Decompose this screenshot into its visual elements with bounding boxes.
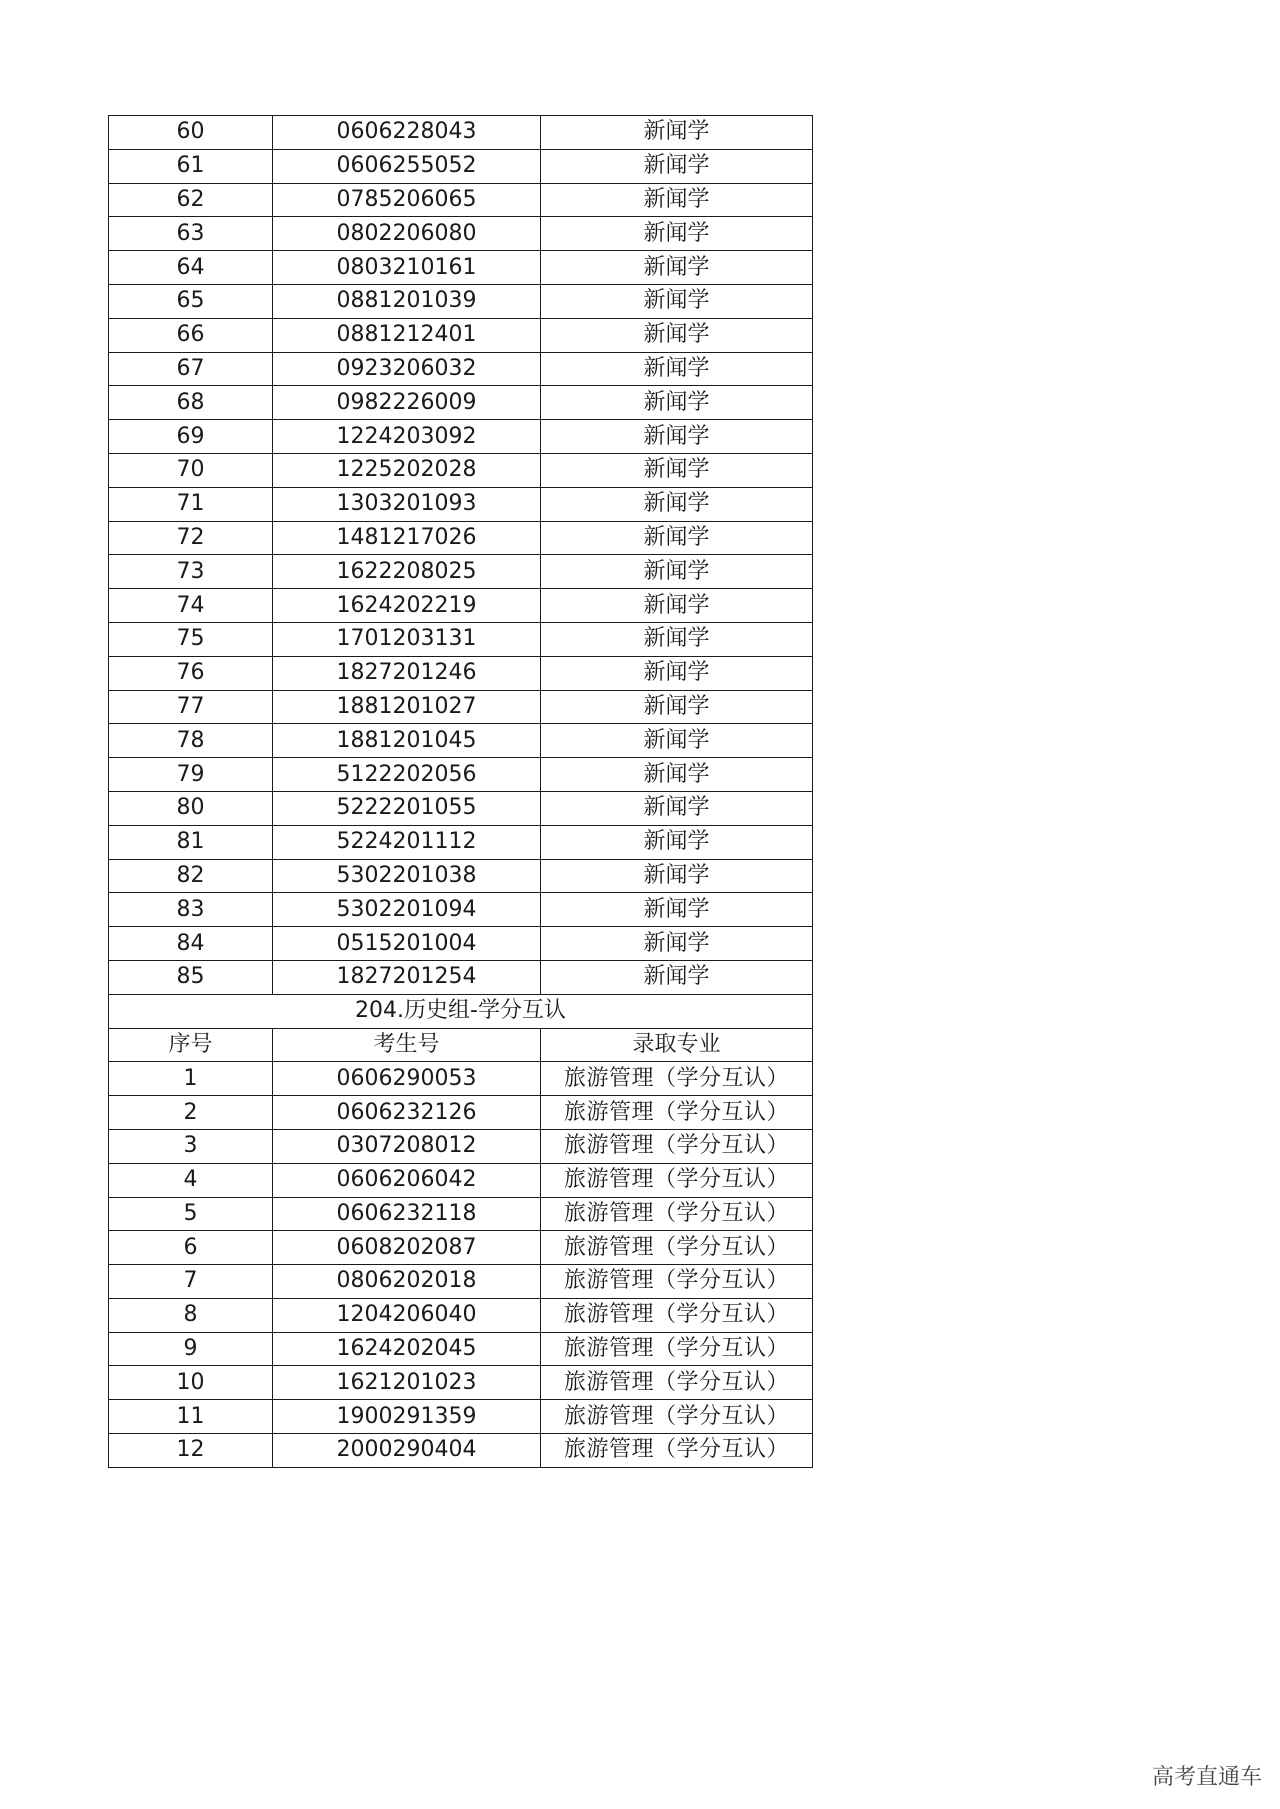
header-major: 录取专业 <box>541 1028 813 1062</box>
cell-candidate-id: 1881201045 <box>273 724 541 758</box>
cell-no: 71 <box>109 487 273 521</box>
cell-candidate-id: 1624202219 <box>273 589 541 623</box>
cell-candidate-id: 0881201039 <box>273 284 541 318</box>
cell-candidate-id: 0515201004 <box>273 927 541 961</box>
cell-major: 新闻学 <box>541 386 813 420</box>
cell-major: 新闻学 <box>541 555 813 589</box>
cell-candidate-id: 5302201094 <box>273 893 541 927</box>
cell-no: 60 <box>109 116 273 150</box>
cell-major: 新闻学 <box>541 251 813 285</box>
table-row <box>109 217 813 251</box>
cell-candidate-id: 1481217026 <box>273 521 541 555</box>
cell-major: 新闻学 <box>541 927 813 961</box>
cell-candidate-id: 0606228043 <box>273 116 541 150</box>
cell-no: 83 <box>109 893 273 927</box>
table-row <box>109 724 813 758</box>
table-row <box>109 859 813 893</box>
cell-candidate-id: 1624202045 <box>273 1332 541 1366</box>
cell-no: 68 <box>109 386 273 420</box>
cell-major: 新闻学 <box>541 859 813 893</box>
cell-major: 新闻学 <box>541 521 813 555</box>
table-row <box>109 149 813 183</box>
cell-major: 新闻学 <box>541 656 813 690</box>
cell-major: 新闻学 <box>541 453 813 487</box>
cell-no: 11 <box>109 1400 273 1434</box>
table-row <box>109 1096 813 1130</box>
cell-no: 8 <box>109 1298 273 1332</box>
table-row <box>109 656 813 690</box>
cell-no: 79 <box>109 758 273 792</box>
cell-candidate-id: 0608202087 <box>273 1231 541 1265</box>
cell-major: 新闻学 <box>541 724 813 758</box>
table-row <box>109 1366 813 1400</box>
admission-table <box>108 115 813 1468</box>
table-row <box>109 1265 813 1299</box>
cell-no: 1 <box>109 1062 273 1096</box>
cell-major: 新闻学 <box>541 758 813 792</box>
cell-no: 61 <box>109 149 273 183</box>
cell-no: 62 <box>109 183 273 217</box>
cell-candidate-id: 0923206032 <box>273 352 541 386</box>
header-no: 序号 <box>109 1028 273 1062</box>
table-row <box>109 1434 813 1468</box>
cell-major: 旅游管理（学分互认） <box>541 1231 813 1265</box>
cell-candidate-id: 1225202028 <box>273 453 541 487</box>
table-row <box>109 791 813 825</box>
table-row <box>109 487 813 521</box>
header-id: 考生号 <box>273 1028 541 1062</box>
cell-major: 旅游管理（学分互认） <box>541 1400 813 1434</box>
cell-no: 84 <box>109 927 273 961</box>
cell-no: 81 <box>109 825 273 859</box>
cell-major: 旅游管理（学分互认） <box>541 1197 813 1231</box>
table-row <box>109 622 813 656</box>
cell-major: 旅游管理（学分互认） <box>541 1332 813 1366</box>
cell-no: 72 <box>109 521 273 555</box>
table-row <box>109 1400 813 1434</box>
cell-major: 旅游管理（学分互认） <box>541 1096 813 1130</box>
table-row <box>109 1062 813 1096</box>
cell-major: 新闻学 <box>541 487 813 521</box>
cell-major: 旅游管理（学分互认） <box>541 1366 813 1400</box>
cell-candidate-id: 1303201093 <box>273 487 541 521</box>
cell-candidate-id: 1900291359 <box>273 1400 541 1434</box>
cell-major: 新闻学 <box>541 893 813 927</box>
cell-major: 新闻学 <box>541 116 813 150</box>
cell-candidate-id: 0606255052 <box>273 149 541 183</box>
cell-no: 82 <box>109 859 273 893</box>
table-row <box>109 116 813 150</box>
cell-major: 新闻学 <box>541 183 813 217</box>
table-row <box>109 825 813 859</box>
cell-candidate-id: 1204206040 <box>273 1298 541 1332</box>
table-row <box>109 453 813 487</box>
table-row <box>109 183 813 217</box>
watermark-text: 高考直通车 <box>1151 1765 1262 1790</box>
cell-no: 70 <box>109 453 273 487</box>
table-row <box>109 1298 813 1332</box>
cell-candidate-id: 5122202056 <box>273 758 541 792</box>
table-row <box>109 1197 813 1231</box>
cell-no: 69 <box>109 420 273 454</box>
table-row <box>109 420 813 454</box>
cell-major: 新闻学 <box>541 791 813 825</box>
cell-no: 78 <box>109 724 273 758</box>
cell-no: 10 <box>109 1366 273 1400</box>
cell-major: 旅游管理（学分互认） <box>541 1434 813 1468</box>
cell-major: 新闻学 <box>541 589 813 623</box>
cell-major: 旅游管理（学分互认） <box>541 1129 813 1163</box>
table-row <box>109 1231 813 1265</box>
cell-candidate-id: 1224203092 <box>273 420 541 454</box>
cell-major: 新闻学 <box>541 318 813 352</box>
cell-candidate-id: 5224201112 <box>273 825 541 859</box>
cell-candidate-id: 1621201023 <box>273 1366 541 1400</box>
cell-candidate-id: 0785206065 <box>273 183 541 217</box>
table-row <box>109 960 813 994</box>
cell-major: 新闻学 <box>541 284 813 318</box>
cell-no: 80 <box>109 791 273 825</box>
section-title-row <box>109 994 813 1028</box>
section-title: 204.历史组-学分互认 <box>109 994 813 1028</box>
cell-candidate-id: 0307208012 <box>273 1129 541 1163</box>
cell-major: 新闻学 <box>541 825 813 859</box>
table-row <box>109 318 813 352</box>
cell-major: 新闻学 <box>541 420 813 454</box>
cell-no: 74 <box>109 589 273 623</box>
table-row <box>109 893 813 927</box>
cell-candidate-id: 0606290053 <box>273 1062 541 1096</box>
table-row <box>109 1129 813 1163</box>
cell-no: 75 <box>109 622 273 656</box>
cell-no: 64 <box>109 251 273 285</box>
cell-candidate-id: 0806202018 <box>273 1265 541 1299</box>
cell-no: 76 <box>109 656 273 690</box>
table-row <box>109 352 813 386</box>
table-row <box>109 521 813 555</box>
table-row <box>109 1332 813 1366</box>
table-row <box>109 555 813 589</box>
cell-candidate-id: 1622208025 <box>273 555 541 589</box>
cell-major: 新闻学 <box>541 217 813 251</box>
cell-no: 2 <box>109 1096 273 1130</box>
cell-candidate-id: 1881201027 <box>273 690 541 724</box>
section-header-row <box>109 1028 813 1062</box>
cell-major: 新闻学 <box>541 149 813 183</box>
cell-major: 新闻学 <box>541 622 813 656</box>
table-row <box>109 1163 813 1197</box>
cell-candidate-id: 2000290404 <box>273 1434 541 1468</box>
cell-no: 9 <box>109 1332 273 1366</box>
cell-no: 5 <box>109 1197 273 1231</box>
cell-candidate-id: 5222201055 <box>273 791 541 825</box>
cell-candidate-id: 0802206080 <box>273 217 541 251</box>
cell-candidate-id: 0881212401 <box>273 318 541 352</box>
cell-no: 3 <box>109 1129 273 1163</box>
table-row <box>109 284 813 318</box>
cell-major: 旅游管理（学分互认） <box>541 1163 813 1197</box>
cell-no: 67 <box>109 352 273 386</box>
cell-candidate-id: 0803210161 <box>273 251 541 285</box>
cell-no: 4 <box>109 1163 273 1197</box>
cell-candidate-id: 1827201246 <box>273 656 541 690</box>
cell-major: 新闻学 <box>541 690 813 724</box>
table-row <box>109 386 813 420</box>
cell-no: 65 <box>109 284 273 318</box>
cell-major: 新闻学 <box>541 352 813 386</box>
cell-candidate-id: 1701203131 <box>273 622 541 656</box>
table-row <box>109 927 813 961</box>
cell-major: 旅游管理（学分互认） <box>541 1298 813 1332</box>
table-row <box>109 589 813 623</box>
admission-table-body <box>109 116 813 1468</box>
cell-no: 85 <box>109 960 273 994</box>
cell-major: 旅游管理（学分互认） <box>541 1062 813 1096</box>
cell-major: 旅游管理（学分互认） <box>541 1265 813 1299</box>
cell-candidate-id: 0606206042 <box>273 1163 541 1197</box>
cell-candidate-id: 0982226009 <box>273 386 541 420</box>
cell-no: 66 <box>109 318 273 352</box>
cell-no: 6 <box>109 1231 273 1265</box>
table-row <box>109 251 813 285</box>
table-row <box>109 758 813 792</box>
cell-no: 77 <box>109 690 273 724</box>
cell-no: 12 <box>109 1434 273 1468</box>
cell-candidate-id: 0606232118 <box>273 1197 541 1231</box>
cell-candidate-id: 0606232126 <box>273 1096 541 1130</box>
table-row <box>109 690 813 724</box>
cell-no: 7 <box>109 1265 273 1299</box>
cell-major: 新闻学 <box>541 960 813 994</box>
cell-candidate-id: 5302201038 <box>273 859 541 893</box>
cell-no: 63 <box>109 217 273 251</box>
cell-no: 73 <box>109 555 273 589</box>
cell-candidate-id: 1827201254 <box>273 960 541 994</box>
